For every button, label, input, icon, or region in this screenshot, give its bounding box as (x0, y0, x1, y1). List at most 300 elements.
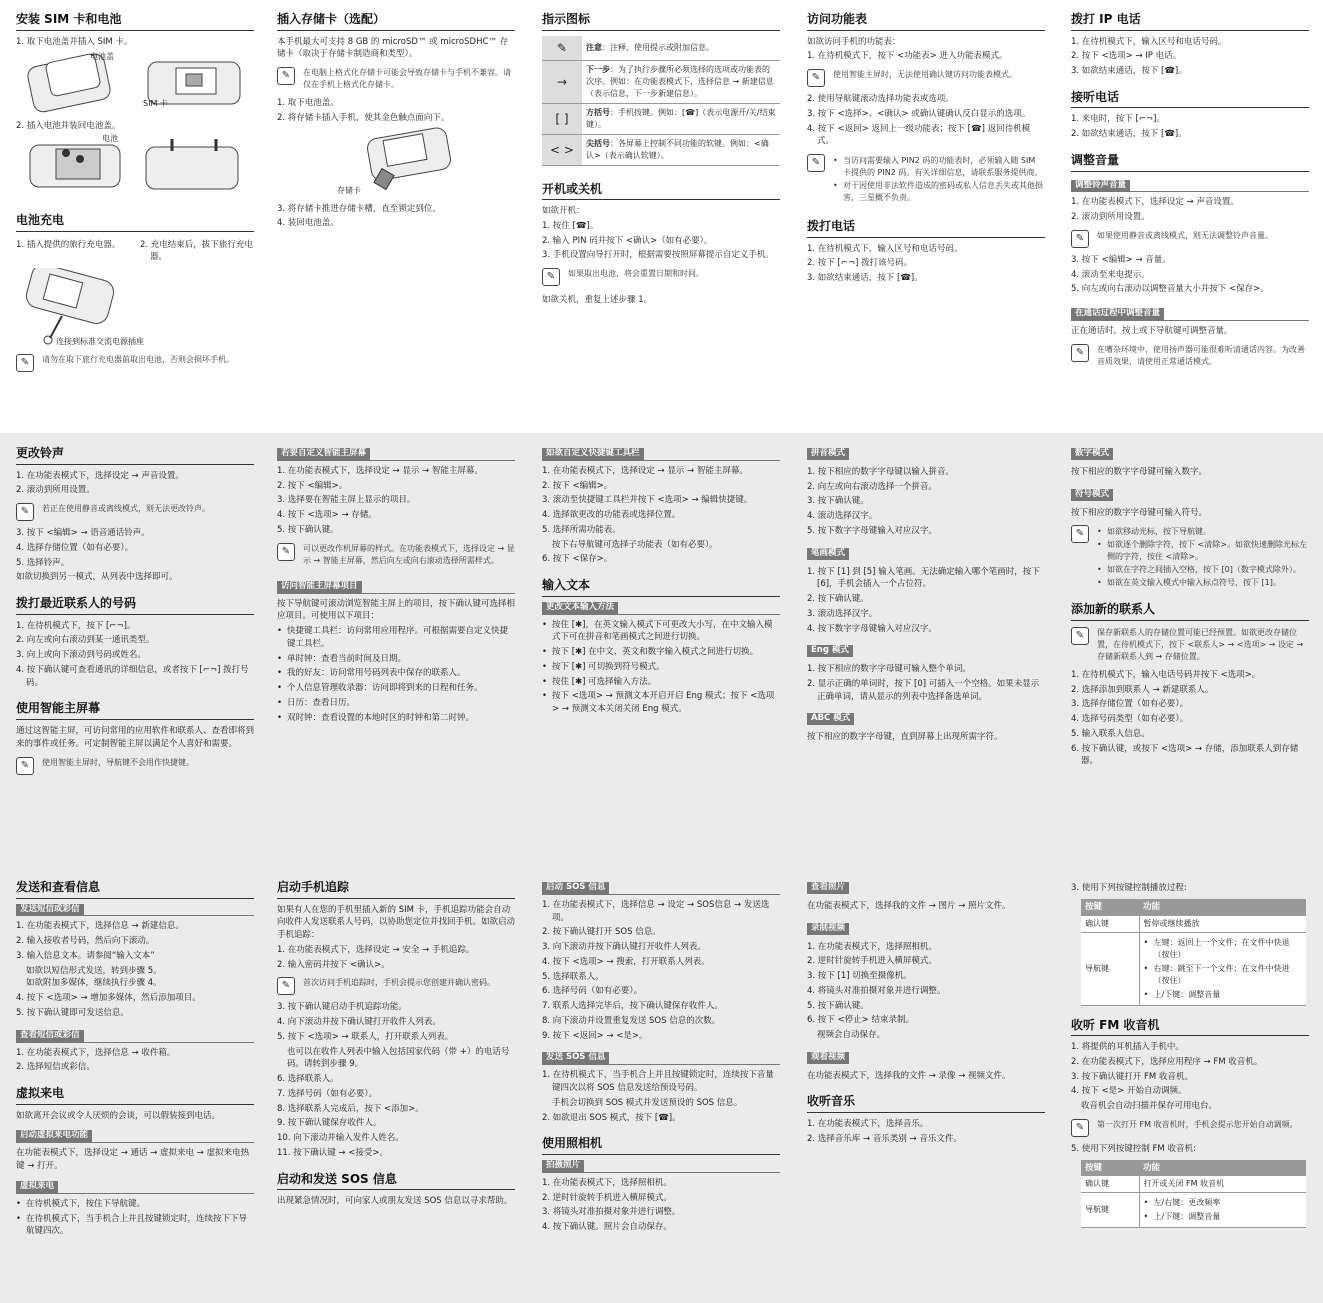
section-messages (16, 880, 254, 1240)
note (277, 977, 515, 995)
note-text: 第一次打开 FM 收音机时，手机会提示您开始自动调频。 (1097, 1119, 1298, 1129)
step: 4. 按下 <选项> → 增加多媒体，然后添加项目。 (16, 993, 201, 1004)
note-text: 如果使用静音或离线模式，则无法调整铃声音量。 (1097, 230, 1273, 240)
step: 2. 按下确认键。 (807, 594, 869, 605)
step: 3. 使用下列按键控制播放过程: (1071, 883, 1187, 893)
paragraph: 在功能表模式下，选择我的文件 → 录像 → 视频文件。 (807, 1070, 1011, 1081)
section-toolbar (542, 446, 780, 718)
step: 2. 按下 <编辑>。 (277, 480, 348, 491)
music-key-table (1081, 899, 1306, 1006)
step: 3. 如欲结束通话，按下 [☎]。 (1071, 66, 1187, 77)
note-icon: ✎ (16, 503, 34, 521)
note (807, 69, 1045, 87)
section-title: 拨打最近联系人的号码 (16, 596, 254, 615)
angle-brackets-icon: < > (542, 134, 582, 165)
note (1071, 525, 1309, 590)
brackets-icon: [ ] (542, 103, 582, 134)
section-sos (542, 880, 780, 1236)
section-title: 启动手机追踪 (277, 880, 515, 899)
note (277, 67, 515, 91)
step-detail: 也可以在收件人列表中输入包括国家代码（带 +）的电话号码。请转到步骤 9。 (287, 1046, 510, 1070)
step: 5. 输入联系人信息。 (1071, 728, 1150, 739)
section-title: 访问功能表 (807, 12, 1045, 31)
step: 4. 按下 <返回> 返回上一级功能表；按下 [☎] 返回待机模式。 (807, 123, 1031, 147)
step: 1. 取下电池盖并插入 SIM 卡。 (16, 36, 133, 47)
section-title: 发送和查看信息 (16, 880, 254, 899)
step: 4. 装回电池盖。 (277, 218, 339, 229)
step: 3. 输入信息文本。请参阅“输入文本” (16, 950, 155, 961)
table-cell: 方括号：手机按键。例如：[☎]（表示电源开/关/结束键）。 (582, 103, 780, 134)
subsection-tag: 更改文本输入方法 (542, 602, 618, 614)
section-number-symbol (1071, 446, 1309, 770)
section-sim-battery (16, 12, 254, 378)
paragraph: 在功能表模式下，选择我的文件 → 图片 → 照片文件。 (807, 900, 1011, 911)
step: 2. 使用导航键滚动选择功能表或选项。 (807, 94, 954, 105)
step: 1. 在待机模式下，输入电话号码并按下 <选项>。 (1071, 669, 1261, 680)
step: 1. 在功能表模式下，选择设定 → 声音设置。 (16, 470, 184, 481)
table-header: 功能 (1139, 1160, 1306, 1177)
step: 2. 输入 PIN 码并按下 <确认>（如有必要）。 (542, 235, 713, 246)
paragraph: 按下相应的数字字母键可输入数字。 (1071, 466, 1208, 477)
bullet: • 左键：返回上一个文件；在文件中快退（按住） (1144, 937, 1303, 961)
step: 1. 在功能表模式下，选择信息 → 设定 → SOS信息 → 发送选项。 (542, 899, 770, 923)
paragraph: 如欲访问手机的功能表： (807, 36, 901, 47)
note-text: 如果取出电池，将会重置日期和时间。 (568, 269, 704, 279)
step: 2. 如欲退出 SOS 模式，按下 [☎]。 (542, 1112, 681, 1123)
bullet: • 按住 [✱] 可选择输入方法。 (542, 676, 780, 689)
step: 5. 选择联系人。 (542, 971, 604, 982)
step: 4. 按下确认键。照片会自动保存。 (542, 1222, 672, 1233)
step: 3. 选择存储位置（如有必要）。 (1071, 699, 1189, 710)
step: 2. 按下 <编辑>。 (542, 480, 613, 491)
bullet: • 如欲在英文输入模式中输入标点符号，按下 [1]。 (1097, 577, 1309, 589)
step: 2. 充电结束后，拔下旅行充电器。 (140, 239, 253, 263)
step: 3. 按下 <编辑> → 音量。 (1071, 254, 1171, 265)
illustration-card (277, 127, 515, 201)
bullet: • 如欲逐个删除字符，按下 <清除>。如欲快速删除光标左侧的字符，按住 <清除>。 (1097, 539, 1309, 563)
section-title: 接听电话 (1071, 90, 1309, 109)
subsection-line (1071, 308, 1309, 321)
step: 3. 滚动至快捷键工具栏并按下 <选项> → 编辑快捷键。 (542, 495, 753, 506)
step: 2. 滚动到所用设置。 (1071, 212, 1150, 223)
step: 2. 逆时针旋转手机进入横屏模式。 (807, 956, 937, 967)
step: 5. 按下确认键即可发送信息。 (16, 1007, 129, 1018)
step: 2. 将存储卡插入手机，使其金色触点面向下。 (277, 112, 450, 123)
subsection-line (277, 581, 515, 594)
subsection-tag: ABC 模式 (807, 713, 854, 725)
subsection-line (1071, 180, 1309, 193)
subsection-tag: 发送 SOS 信息 (542, 1052, 609, 1064)
section-title: 使用照相机 (542, 1136, 780, 1155)
paragraph: 如欲关机，重复上述步骤 1。 (542, 295, 653, 306)
section-mobile-tracker (277, 880, 515, 1210)
step: 3. 按下确认键。 (807, 496, 869, 507)
subsection-tag: 符号模式 (1071, 489, 1113, 501)
table-row (542, 103, 780, 134)
note-text: 首次访问手机追踪时，手机会提示您创建并确认密码。 (303, 978, 495, 988)
bullet: • 快捷键工具栏：访问常用应用程序。可根据需要自定义快捷键工具栏。 (277, 625, 515, 651)
note-text: 若正在使用静音或离线模式，则无法更改铃声。 (42, 504, 210, 514)
subsection-tag: 笔画模式 (807, 548, 849, 560)
subsection-tag: 调整铃声音量 (1071, 180, 1130, 192)
step: 4. 按下 <是> 开始自动调频。 (1071, 1086, 1187, 1097)
step: 3. 按下 [1] 切换至摄像机。 (807, 971, 912, 982)
subsection-tag: 查看短信或彩信 (16, 1030, 84, 1042)
note (16, 354, 254, 372)
step: 3. 按下 <选择>、<确认> 或确认键确认反白显示的选项。 (807, 108, 1031, 119)
bullet: • 个人信息管理收录器：访问即将到来的日程和任务。 (277, 682, 515, 695)
step: 1. 在功能表模式下，选择信息 → 新建信息。 (16, 921, 184, 932)
paragraph: 如果有人在您的手机里插入新的 SIM 卡，手机追踪功能会自动向收件人发送联系人号码，以协助您定位并找回手机。如欲启动手机追踪： (277, 904, 516, 941)
note (16, 503, 254, 521)
note-icon: ✎ (1071, 344, 1089, 362)
step: 3. 向上或向下滚动到号码或姓名。 (16, 650, 146, 661)
step: 2. 插入电池并装回电池盖。 (16, 121, 121, 132)
step: 7. 选择号码（如有必要）。 (277, 1088, 378, 1099)
note-icon: ✎ (807, 69, 825, 87)
section-title: 电池充电 (16, 213, 254, 232)
step: 8. 向下滚动并设置重复发送 SOS 信息的次数。 (542, 1015, 721, 1026)
step: 1. 在待机模式下，按下 <功能表> 进入功能表模式。 (807, 51, 1008, 62)
bullet: • 左/右键：更改频率 (1144, 1197, 1303, 1209)
step: 3. 按下确认键启动手机追踪功能。 (277, 1002, 407, 1013)
bullet: • 上/下键：调整音量 (1144, 989, 1303, 1001)
subsection-tag: 如欲自定义快捷键工具栏 (542, 448, 644, 460)
step: 5. 按下确认键。 (277, 524, 339, 535)
step-detail: 收音机会自动扫描并保存可用电台。 (1081, 1101, 1218, 1112)
table-cell: 尖括号：各屏幕上控制不同功能的软键。例如：<确认>（表示确认软键）。 (582, 134, 780, 165)
section-customize-home (277, 446, 515, 726)
step: 1. 取下电池盖。 (277, 98, 339, 109)
note (277, 543, 515, 567)
step: 2. 输入接收者号码，然后向下滚动。 (16, 936, 155, 947)
table-row (542, 134, 780, 165)
subsection-line (542, 1160, 780, 1173)
subsection-tag: 虚拟来电 (16, 1181, 58, 1193)
step: 1. 插入提供的旅行充电器。 (16, 239, 121, 250)
subsection-line (542, 602, 780, 615)
subsection-tag: 观看视频 (807, 1052, 849, 1064)
note-icon: ✎ (277, 543, 295, 561)
illustration-sim (16, 50, 254, 118)
note-icon: ✎ (542, 36, 582, 61)
label-battery-cover: 电池盖 (90, 52, 114, 62)
step: 5. 向左或向右滚动以调整音量大小并按下 <保存>。 (1071, 284, 1269, 295)
step: 5. 使用下列按键控制 FM 收音机: (1071, 1143, 1196, 1154)
subsection-line (277, 448, 515, 461)
note (1071, 230, 1309, 248)
note-icon: ✎ (16, 757, 34, 775)
step: 2. 向左或向右滚动选择一个拼音。 (807, 481, 937, 492)
bullet: • 在待机模式下，按住下导航键。 (16, 1198, 254, 1211)
step: 2. 如欲结束通话，按下 [☎]。 (1071, 129, 1187, 140)
section-title: 开机或关机 (542, 182, 780, 201)
section-title: 插入存储卡（选配） (277, 12, 515, 31)
bullet: • 双时钟：查看设置的本地时区的时钟和第二时钟。 (277, 712, 515, 725)
icon-legend-table (542, 36, 780, 166)
step: 3. 选择要在智能主屏上显示的项目。 (277, 495, 416, 506)
step: 4. 选择欲更改的功能表或选择位置。 (542, 510, 681, 521)
step: 4. 按下确认键可查看通讯的详细信息，或者按下 [⌐¬] 拨打号码。 (16, 664, 249, 688)
step: 4. 将镜头对准拍摄对象并进行调整。 (807, 985, 946, 996)
section-title: 拨打 IP 电话 (1071, 12, 1309, 31)
step: 1. 在功能表模式下，选择设定 → 声音设置。 (1071, 197, 1239, 208)
table-row: 确认键 打开或关闭 FM 收音机 (1081, 1176, 1306, 1193)
note (1071, 344, 1309, 368)
step: 1. 在待机模式下，当手机合上并且按键锁定时，连续按下音量键四次以将 SOS 信息发送给预设号码。 (542, 1070, 774, 1094)
step: 11. 按下确认键 → <接受>。 (277, 1147, 388, 1158)
step: 5. 按下确认键。 (807, 1000, 869, 1011)
subsection-line (16, 1030, 254, 1043)
fm-key-table (1081, 1160, 1306, 1229)
note-text (833, 154, 1045, 205)
step: 1. 按住 [☎]。 (542, 220, 599, 231)
paragraph: 按下导航键可滚动浏览智能主屏上的项目，按下确认键可选择相应项目。可使用以下项目： (277, 598, 516, 622)
section-title: 拨打电话 (807, 219, 1045, 238)
section-title: 添加新的联系人 (1071, 602, 1309, 621)
paragraph: 在功能表模式下，选择设定 → 通话 → 虚拟来电 → 虚拟来电热键 → 打开。 (16, 1148, 250, 1172)
paragraph: 如欲开机： (542, 206, 585, 217)
step: 4. 按下数字字母键输入对应汉字。 (807, 623, 937, 634)
step: 6. 选择号码（如有必要）。 (542, 986, 643, 997)
section-memory-card (277, 12, 515, 232)
subsection-tag: Eng 模式 (807, 645, 853, 657)
step: 1. 在功能表模式下，选择音乐。 (807, 1119, 929, 1130)
subsection-tag: 数字模式 (1071, 448, 1113, 460)
note-icon: ✎ (1071, 525, 1089, 543)
section-ringtone (16, 446, 254, 781)
note-text: 保存新联系人的存储位置可能已经预置。如欲更改存储位置，在待机模式下，按下 <联系人> → <选项> → 设定 → 存储新联系人到 → 存储位置。 (1097, 627, 1304, 661)
subsection-line (542, 882, 780, 895)
bullet: • 对于因使用非法软件造成的密码或私人信息丢失或其他损害，三星概不负责。 (833, 180, 1045, 204)
section-music-fm (1071, 880, 1309, 1234)
step: 2. 在功能表模式下，选择应用程序 → FM 收音机。 (1071, 1056, 1263, 1067)
subsection-tag: 在通话过程中调整音量 (1071, 308, 1164, 320)
note-text: 在电脑上格式化存储卡可能会导致存储卡与手机不兼容。请仅在手机上格式化存储卡。 (303, 68, 511, 90)
table-row (542, 36, 780, 61)
paragraph: 通过这智能主屏，可访问常用的应用软件和联系人、查看即将到来的事件或任务。可定制智能主屏以满足个人喜好和需要。 (16, 726, 255, 749)
note (807, 154, 1045, 205)
note-icon: ✎ (1071, 1119, 1089, 1137)
step: 1. 在功能表模式下，选择设定 → 显示 → 智能主屏幕。 (542, 465, 748, 476)
table-row: 确认键 暂停或继续播放 (1081, 916, 1306, 933)
note-text: 在嘈杂环境中，使用扬声器可能很难听清通话内容。为改善音质效果，请使用正常通话模式。 (1097, 344, 1305, 366)
step: 7. 联系人选择完毕后，按下确认键保存收件人。 (542, 1001, 723, 1012)
paragraph: 正在通话时，按上或下导航键可调整音量。 (1071, 326, 1233, 337)
step: 2. 滚动到所用设置。 (16, 485, 95, 496)
step: 1. 按下相应的数字字母键可输入整个单词。 (807, 664, 971, 675)
step: 9. 按下确认键保存收件人。 (277, 1118, 382, 1129)
step-detail: 按下右导航键可选择子功能表（如有必要）。 (552, 539, 718, 550)
step: 4. 按下 <选项> → 搜索，打开联系人列表。 (542, 956, 710, 967)
step: 1. 在待机模式下，输入区号和电话号码。 (1071, 36, 1227, 47)
step: 4. 选择号码类型（如有必要）。 (1071, 714, 1189, 725)
step: 10. 向下滚动并输入发件人姓名。 (277, 1133, 404, 1144)
step: 3. 滚动选择汉字。 (807, 608, 878, 619)
note-text (1097, 525, 1309, 590)
note-text: 请勿在取下旅行充电器前取出电池，否则会损坏手机。 (42, 355, 234, 365)
bullet: • 按下 <选项> → 预测文本开启开启 Eng 模式；按下 <选项> → 预测文本关闭关闭 Eng 模式。 (542, 690, 780, 716)
step-detail: 如欲附加多媒体，继续执行步骤 4。 (26, 978, 162, 989)
paragraph: 按下相应的数字字母键，直到屏幕上出现所需字符。 (807, 732, 1003, 743)
step: 3. 向下滚动并按下确认键打开收件人列表。 (542, 942, 706, 953)
note-text: 可以更改作机屏幕的样式。在功能表模式下，选择设定 → 显示 → 智能主屏幕，然后向左或向右滚动选择所需样式。 (303, 543, 515, 565)
step: 2. 选择音乐库 → 音乐类别 → 音乐文件。 (807, 1133, 962, 1144)
subsection-line (16, 904, 254, 917)
step-detail: 视频会自动保存。 (817, 1030, 886, 1041)
section-menu (807, 12, 1045, 287)
subsection-line (16, 1130, 254, 1143)
section-title: 虚拟来电 (16, 1086, 254, 1105)
step: 1. 在功能表模式下，选择设定 → 安全 → 手机追踪。 (277, 944, 475, 955)
label-sim-card: SIM 卡 (143, 99, 168, 109)
section-title: 启动和发送 SOS 信息 (277, 1172, 515, 1191)
battery-insert-illustration (16, 135, 254, 197)
step: 4. 滚动至来电提示。 (1071, 269, 1150, 280)
bullet: • 如欲移动光标，按下导航键。 (1097, 526, 1309, 538)
subsection-line (542, 448, 780, 461)
step: 5. 按下 <选项> → 联系人，打开联系人列表。 (277, 1031, 454, 1042)
paragraph: 如欲离开会议或令人厌烦的会谈，可以假装接到电话。 (16, 1110, 221, 1121)
subsection-tag: 查看照片 (807, 882, 849, 894)
step: 1. 在待机模式下，按下 [⌐¬]。 (16, 620, 136, 631)
section-ip-call (1071, 12, 1309, 374)
bullet: • 日历：查看日历。 (277, 697, 515, 710)
step: 1. 按下 [1] 到 [5] 输入笔画。无法确定输入哪个笔画时，按下 [6]，手机会插入一个占位符。 (807, 566, 1040, 590)
table-header: 按键 (1081, 1160, 1139, 1177)
note-text: 使用智能主屏时，无法使用确认键访问功能表模式。 (833, 70, 1017, 80)
bullet: • 按住 [✱]，在英文输入模式下可更改大小写，在中文输入模式下可在拼音和笔画模式之间进行切换。 (542, 619, 780, 645)
paragraph: 如欲切换到另一模式，从列表中选择即可。 (16, 572, 178, 583)
table-row: 导航键 • 左键：返回上一个文件；在文件中快退（按住） • 右键：跳至下一个文件；在文件中快进（按住） • 上/下键：调整音量 (1081, 932, 1306, 1005)
step: 4. 向下滚动并按下确认键打开收件人列表。 (277, 1017, 441, 1028)
step: 6. 选择联系人。 (277, 1074, 339, 1085)
step: 5. 按下数字字母键输入对应汉字。 (807, 525, 937, 536)
section-photo-video (807, 880, 1045, 1148)
subsection-tag: 拍摄照片 (542, 1160, 584, 1172)
table-header: 按键 (1081, 899, 1139, 916)
section-title: 指示图标 (542, 12, 780, 31)
section-icons (542, 12, 780, 309)
bullet: • 在待机模式下，当手机合上并且按键锁定时，连续按下下导航键四次。 (16, 1213, 254, 1239)
table-cell: 下一步：为了执行步骤所必须选择的选项或功能表的次序。例如：在功能表模式下，选择信息 → 新建信息（表示信息，下一步新建信息）。 (582, 60, 780, 103)
bullet: • 如欲在字符之间插入空格，按下 [0]（数字模式除外）。 (1097, 564, 1309, 576)
step: 1. 按下相应的数字字母键以输入拼音。 (807, 466, 954, 477)
card-insert-illustration (277, 127, 515, 201)
step: 2. 输入密码并按下 <确认>。 (277, 959, 390, 970)
arrow-icon: → (542, 60, 582, 103)
table-row: 导航键 • 左/右键：更改频率 • 上/下键：调整音量 (1081, 1193, 1306, 1228)
paragraph: 本手机最大可支持 8 GB 的 microSD™ 或 microSDHC™ 存储卡（取决于存储卡制造商和类型）。 (277, 36, 509, 60)
table-row (542, 60, 780, 103)
step: 3. 按下确认键打开 FM 收音机。 (1071, 1071, 1193, 1082)
step: 2. 按下 [⌐¬] 拨打该号码。 (807, 258, 913, 269)
step: 6. 按下 <保存>。 (542, 554, 613, 565)
illustration-battery (16, 135, 254, 197)
section-title: 收听 FM 收音机 (1071, 1018, 1309, 1037)
bullet: • 按下 [✱] 可切换到符号模式。 (542, 661, 780, 674)
note-icon: ✎ (1071, 230, 1089, 248)
step: 1. 在功能表模式下，选择照相机。 (807, 941, 937, 952)
step: 1. 在功能表模式下，选择照相机。 (542, 1177, 672, 1188)
bullet: • 我的好友：访问常用号码列表中保存的联系人。 (277, 667, 515, 680)
step: 3. 按下 <编辑> → 语音通话铃声。 (16, 528, 150, 539)
paragraph: 按下相应的数字字母键可输入符号。 (1071, 507, 1208, 518)
subsection-tag: 访问智能主屏幕项目 (277, 581, 362, 593)
step: 4. 滚动选择汉字。 (807, 511, 878, 522)
subsection-tag: 拼音模式 (807, 448, 849, 460)
bullet: • 单时钟：查看当前时间及日期。 (277, 653, 515, 666)
section-title: 收听音乐 (807, 1094, 1045, 1113)
section-title: 调整音量 (1071, 153, 1309, 172)
label-ac-outlet: 连接到标准交流电源插座 (56, 337, 144, 347)
note (1071, 627, 1309, 663)
step: 1. 在功能表模式下，选择信息 → 收件箱。 (16, 1047, 176, 1058)
subsection-line (16, 1181, 254, 1194)
step: 2. 向左或向右滚动到某一通讯类型。 (16, 635, 155, 646)
step: 4. 按下 <选项> → 存储。 (277, 510, 377, 521)
step: 2. 显示正确的单词时，按下 [0] 可插入一个空格。如果未显示正确单词，请从显示的列表中选择备选单词。 (807, 678, 1040, 702)
bullet: • 右键：跳至下一个文件；在文件中快进（按住） (1144, 963, 1303, 987)
subsection-tag: 启动 SOS 信息 (542, 882, 609, 894)
table-header: 功能 (1139, 899, 1306, 916)
table-cell: 注意：注释、使用提示或附加信息。 (582, 36, 780, 61)
step: 3. 手机设置向导打开时，根据需要按照屏幕提示自定义手机。 (542, 250, 774, 261)
bullet: • 当访问需要输入 PIN2 码的功能表时，必须输入随 SIM 卡提供的 PIN2 码。有关详细信息，请联系服务提供商。 (833, 155, 1045, 179)
illustration-charger (16, 268, 254, 348)
note-icon: ✎ (1071, 627, 1089, 645)
step: 5. 选择所需功能表。 (542, 524, 621, 535)
note-icon: ✎ (542, 268, 560, 286)
section-title: 输入文本 (542, 578, 780, 597)
step: 3. 将镜头对准拍摄对象并进行调整。 (542, 1207, 681, 1218)
step: 3. 如欲结束通话，按下 [☎]。 (807, 273, 923, 284)
step-detail: 如欲以短信形式发送，转到步骤 5。 (26, 965, 162, 976)
section-title: 更改铃声 (16, 446, 254, 465)
subsection-line (542, 1052, 780, 1065)
step-detail: 手机会切换到 SOS 模式并发送预设的 SOS 信息。 (552, 1097, 743, 1108)
note-icon: ✎ (807, 154, 825, 172)
section-input-modes (807, 446, 1045, 746)
step: 6. 按下 <停止> 结束录制。 (807, 1015, 914, 1026)
note-icon: ✎ (277, 67, 295, 85)
step: 2. 按下确认键打开 SOS 信息。 (542, 927, 661, 938)
step: 1. 将提供的耳机插入手机中。 (1071, 1042, 1184, 1053)
note (542, 268, 780, 286)
step: 2. 选择添加到联系人 → 新建联系人。 (1071, 684, 1214, 695)
section-title: 安装 SIM 卡和电池 (16, 12, 254, 31)
label-memory-card: 存储卡 (337, 185, 361, 195)
step: 2. 逆时针旋转手机进入横屏模式。 (542, 1192, 672, 1203)
subsection-tag: 发送短信或彩信 (16, 904, 84, 916)
step: 3. 将存储卡推进存储卡槽，直至锁定到位。 (277, 203, 441, 214)
step: 1. 在功能表模式下，选择设定 → 显示 → 智能主屏幕。 (277, 465, 483, 476)
subsection-tag: 启动虚拟来电功能 (16, 1130, 92, 1142)
step: 1. 在待机模式下，输入区号和电话号码。 (807, 243, 963, 254)
step: 2. 按下 <选项> → IP 电话。 (1071, 51, 1182, 62)
step: 8. 选择联系人完成后，按下 <添加>。 (277, 1103, 424, 1114)
step: 5. 选择铃声。 (16, 557, 70, 568)
label-battery: 电池 (102, 134, 118, 144)
bullet: • 按下 [✱] 在中文、英文和数字输入模式之间进行切换。 (542, 646, 780, 659)
subsection-tag: 录制视频 (807, 923, 849, 935)
bullet: • 上/下键：调整音量 (1144, 1211, 1303, 1223)
note-text: 使用智能主屏时，导航键不会用作快捷键。 (42, 757, 194, 767)
note-icon: ✎ (16, 354, 34, 372)
step: 4. 选择存储位置（如有必要）。 (16, 542, 134, 553)
note (16, 757, 254, 775)
subsection-tag: 若要自定义智能主屏幕 (277, 448, 370, 460)
